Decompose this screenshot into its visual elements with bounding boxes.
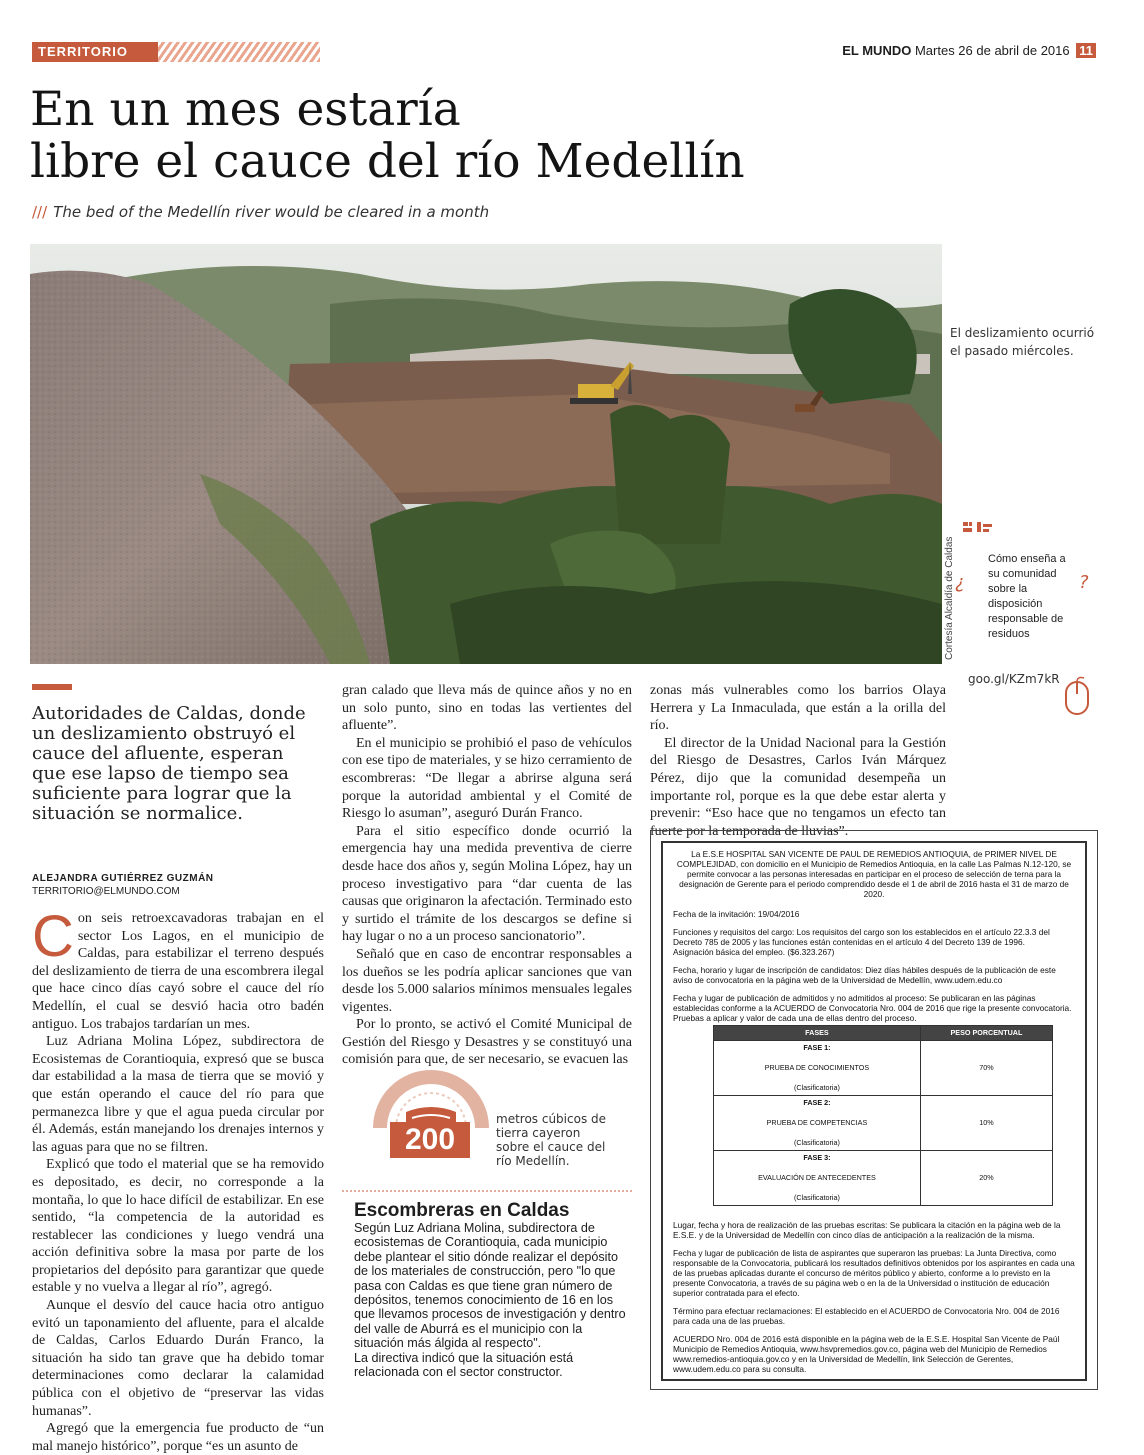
box-body [354, 1221, 626, 1379]
box-divider [342, 1189, 632, 1193]
subtitle-text: The bed of the Medellín river would be cleared in a month [53, 203, 490, 221]
section-tag [32, 42, 320, 62]
phases-header: FASES [714, 1026, 921, 1041]
notice-requirements: Funciones y requisitos del cargo: Los requisitos del cargo son los establecidos en el artículo 22.3.3 del Decreto 785 de 2005 y las funciones están contenidas en el artículo 4 del Decreto 139 de 1996. [673, 927, 1050, 947]
stat-graphic [342, 1060, 632, 1180]
table-row: FASE 3: EVALUACIÓN DE ANTECEDENTES (Clasificatoria) 20% [714, 1151, 1053, 1206]
body-column-1 [32, 904, 324, 1455]
qr-mini-icon [963, 522, 993, 532]
author-email[interactable]: TERRITORIO@ELMUNDO.COM [32, 886, 180, 897]
body-column-3 [650, 682, 946, 840]
phases-table [713, 1025, 1053, 1206]
page-number: 11 [1076, 43, 1096, 58]
body-paragraph: El director de la Unidad Nacional para la Gestión del Riesgo de Desastres, Carlos Iván Márquez Pérez, dijo que la comunidad desempeña un importante rol, porque es la que debe estar alerta y prevenir: “Eso hace que no tengamos un efecto tan fuerte por la temporada de lluvias”. [650, 735, 946, 839]
body-paragraph: Aunque el desvío del cauce hacia otro antiguo evitó un taponamiento del afluente, para el alcalde de Caldas, Carlos Eduardo Durán Franco, la situación ha sido tan grave que ha debido tomar determinaciones como declarar la calamidad pública con el objetivo de “preservar las vidas humanas”. [32, 1298, 324, 1419]
body-paragraph: Señaló que en caso de encontrar responsables a los dueños se les podría aplicar sanciones que van desde los 5.000 salarios mínimos mensuales legales vigentes. [342, 946, 632, 1015]
table-row: FASE 1: PRUEBA DE CONOCIMIENTOS (Clasificatoria) 70% [714, 1041, 1053, 1096]
byline [32, 872, 322, 898]
short-link[interactable]: goo.gl/KZm7kR [968, 672, 1060, 686]
notice-salary: Asignación básica del empleo. ($6.323.267) [673, 947, 835, 957]
notice-intro: La E.S.E HOSPITAL SAN VICENTE DE PAUL DE REMEDIOS ANTIOQUIA, de PRIMER NIVEL DE COMPLEJIDAD, con domicilio en el Municipio de Remedios Antioquia, en la calle Las Palmas N.12-120, se permite convocar a las personas interesadas en participar en el proceso de selección de terna para la designación de Gerente para el periodo comprendido desde el 1 de abril de 2016 hasta el 31 de marzo de 2020. [676, 849, 1072, 899]
body-paragraph: Para el sitio específico donde ocurrió la emergencia hay una medida preventiva de cierre desde hace dos años y, según Molina López, hay un proceso investigativo para “dar cuenta de las causas que originaron la afectación. Terminado esto y surtido el trámite de los descargos se define si hay lugar o no a un proceso sancionatorio”. [342, 823, 632, 945]
box-paragraph: Según Luz Adriana Molina, subdirectora de ecosistemas de Corantioquia, cada municipio debe plantear el sitio dónde realizar el depósito de los materiales de construcción, pero "lo que pasa con Caldas es que tiene gran número de depósitos, tenemos conocimiento de 16 en los que llevamos procesos de investigación y dentro del valle de Aburrá es el municipio con la situación más álgida al respecto". [354, 1221, 626, 1351]
accent-rule [32, 684, 72, 690]
section-label: TERRITORIO [32, 42, 158, 62]
headline-line-2: libre el cauce del río Medellín [30, 134, 745, 189]
stat-text: metros cúbicos de tierra cayeron sobre el cauce del río Medellín. [496, 1112, 607, 1168]
body-column-2 [342, 682, 632, 1069]
stat-number: 200 [390, 1122, 470, 1158]
lede: Autoridades de Caldas, donde un deslizamiento obstruyó el cauce del afluente, esperan que ese lapso de tiempo sea suficiente para lograr que la situación se normalice. [32, 703, 306, 824]
issue-date: Martes 26 de abril de 2016 [914, 43, 1070, 58]
open-question-mark-icon: ¿ [955, 572, 965, 593]
subtitle-marker: /// [32, 203, 48, 221]
paper-name: EL MUNDO [842, 43, 912, 58]
box-paragraph: La directiva indicó que la situación está relacionada con el sector constructor. [354, 1350, 574, 1380]
notice-admitted: Fecha y lugar de publicación de admitidos y no admitidos al proceso: Se publicaran en las páginas establecidas conforme a la ACUERDO de Convocatoria Nro. 004 de 2016 que rige la presente convocatoria. [673, 993, 1072, 1013]
weight-header: PESO PORCENTUAL [920, 1026, 1052, 1041]
body-paragraph: En el municipio se prohibió el paso de vehículos con ese tipo de materiales, y se hizo cerramiento de escombreras: “De llegar a abrirse alguna será porque la autoridad ambiental y el Comité de Riesgo lo asuman”, aseguró Durán Franco. [342, 735, 632, 822]
mouse-icon [1064, 676, 1090, 716]
headline [30, 84, 930, 188]
hospital-notice [650, 830, 1098, 1390]
notice-registration: Fecha, horario y lugar de inscripción de candidatos: Diez días hábiles después de la publicación de este aviso de convocatoria en la página web de la Universidad de Medellín, www.udem.edu.co [673, 965, 1056, 985]
notice-aspirants-list: Fecha y lugar de publicación de lista de aspirantes que superaron las pruebas: La Junta Directiva, como responsable de la Convocatoria, publicará los resultados definitivos obtenidos por los aspirantes en cada una de las pruebas aplicadas durante el concurso de méritos público y abierto, conforme a lo previsto en la presente Convocatoria, a través de su página web o en la de la Universidad o institución de educación superior contratada para el efecto. [673, 1248, 1075, 1298]
notice-written-tests: Lugar, fecha y hora de realización de las pruebas escritas: Se publicara la citación en la página web de la E.S.E. y de la Universidad de Medellín con cinco días de anticipación a la realización de la misma. [673, 1220, 1061, 1240]
drop-cap: C [32, 904, 74, 969]
subtitle [32, 203, 732, 221]
box-title: Escombreras en Caldas [354, 1200, 570, 1221]
masthead-line [836, 43, 1096, 58]
body-paragraph: Con seis retroexcavadoras trabajan en el sector Los Lagos, en el municipio de Caldas, para estabilizar el terreno después del deslizamiento de tierra de una escombrera ilegal que hace cinco días cayó sobre el cauce del río Medellín, el cual se desvió hacia otro badén antiguo. Los trabajos tardarían un mes. [32, 904, 324, 1032]
body-paragraph: Luz Adriana Molina López, subdirectora de Ecosistemas de Corantioquia, expresó que se busca dar estabilidad a la masa de tierra que se movió y que están operando el cauce del río para que permanezca libre y que el agua pueda circular por él. Además, están manejando los drenajes internos y las aguas para que no se filtren. [32, 1034, 324, 1155]
body-paragraph: Por lo pronto, se activó el Comité Municipal de Gestión del Riesgo y Desastres y se constituyó una comisión para que, de ser necesario, se evacuen las [342, 1017, 632, 1068]
body-paragraph: Explicó que todo el material que se ha removido es depositado, es decir, no corresponde a la montaña, lo que lo hace difícil de estabilizar. En ese sentido, “la competencia de la autoridad es restablecer las condiciones y luego vendrá una acción definitiva sobre la masa por parte de los propietarios del depósito para garantizar que quede estable y no vuelva a llegar al río”, agregó. [32, 1157, 324, 1296]
notice-tests-intro: Pruebas a aplicar y valor de cada una de ellas dentro del proceso. [673, 1013, 917, 1023]
notice-claims: Término para efectuar reclamaciones: El establecido en el ACUERDO de Convocatoria Nro. 004 de 2016 para cada una de las pruebas. [673, 1306, 1060, 1326]
author-name: ALEJANDRA GUTIÉRREZ GUZMÁN [32, 873, 214, 884]
photo-caption: El deslizamiento ocurrió el pasado miércoles. [950, 326, 1095, 358]
landslide-photo [30, 244, 942, 664]
notice-invite-date: Fecha de la invitación: 19/04/2016 [673, 909, 800, 919]
sidebar-question-text: Cómo enseña a su comunidad sobre la disposición responsable de residuos [988, 553, 1066, 640]
notice-closing: ACUERDO Nro. 004 de 2016 está disponible en la página web de la E.S.E. Hospital San Vicente de Paúl Municipio de Remedios Antioquia, www.hsvpremedios.gov.co, página web del Municipio de Remedios www.remedios-antioquia.gov.co y en la Universidad de Medellín, link Selección de Gerentes, www.udem.edu.co para su consulta. [673, 1334, 1060, 1374]
photo-credit: Cortesía Alcaldía de Caldas [944, 536, 955, 660]
body-paragraph: gran calado que lleva más de quince años y no en un solo punto, sino en todas las vertientes del afluente”. [342, 683, 632, 734]
body-paragraph: zonas más vulnerables como los barrios Olaya Herrera y La Inmaculada, que están a la orilla del río. [650, 683, 946, 734]
landslide-photo-illustration [30, 244, 942, 664]
headline-line-1: En un mes estaría [30, 82, 461, 137]
close-question-mark-icon: ? [1079, 572, 1089, 593]
sidebar-question [955, 552, 1095, 640]
table-row: FASE 2: PRUEBA DE COMPETENCIAS (Clasificatoria) 10% [714, 1096, 1053, 1151]
body-paragraph: Agregó que la emergencia fue producto de “un mal manejo histórico”, porque “es un asunto de [32, 1421, 324, 1454]
